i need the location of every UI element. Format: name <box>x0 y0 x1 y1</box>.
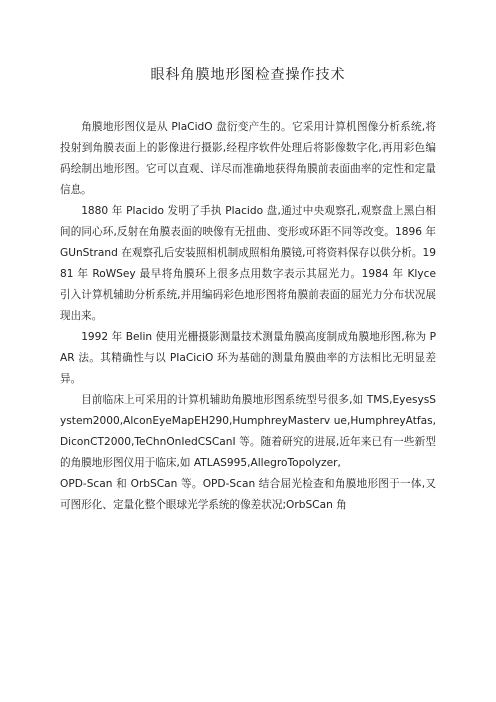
document-body <box>60 117 436 516</box>
document-title: 眼科角膜地形图检查操作技术 <box>150 67 346 83</box>
paragraph-clinical-systems: 目前临床上可采用的计算机辅助角膜地形图系统型号很多,如 TMS,EyesysSystem2000,AlconEyeMapEH290,HumphreyMasterv ue,HumphreyAtfas,DiconCT2000,TeChnOnIedCSCanI 等。随着研究的进展,近年来已有一些新型的角膜地形图仪用于临床,如 ATLAS995,AllegroTopolyzer, <box>60 394 436 469</box>
paragraph-belin-par: 1992 年 Belin 使用光栅摄影测量技术测量角膜高度制成角膜地形图,称为 PAR 法。其精确性与以 PIaCiciO 环为基础的测量角膜曲率的方法相比无明显差异。 <box>60 331 436 385</box>
paragraph-opd-orbscan: OPD-Scan 和 OrbSCan 等。OPD-Scan 结合屈光检查和角膜地形图于一体,又可图形化、定量化整个眼球光学系统的像差状况;OrbSCan 角 <box>60 478 436 511</box>
paragraph-topography-intro: 角膜地形图仪是从 PlaCidO 盘衍变产生的。它采用计算机图像分析系统,将投射到角膜表面上的影像进行摄影,经程序软件处理后将影像数字化,再用彩色编码绘制出地形图。它可以直观、详尽而准确地获得角膜前表面曲率的定性和定量信息。 <box>60 121 436 196</box>
paragraph-placido-history: 1880 年 Placido 发明了手执 Placido 盘,通过中央观察孔,观察盘上黑白相间的同心环,反射在角膜表面的映像有无扭曲、变形或环距不同等改变。1896 年 GUnStrand 在观察孔后安装照相机制成照相角膜镜,可将资料保存以供分析。1981 年 RoWSey 最早将角膜环上很多点用数字表示其屈光力。1984 年 Klyce 引入计算机辅助分析系统,并用编码彩色地形图将角膜前表面的屈光力分布状况展现出来。 <box>60 205 436 322</box>
